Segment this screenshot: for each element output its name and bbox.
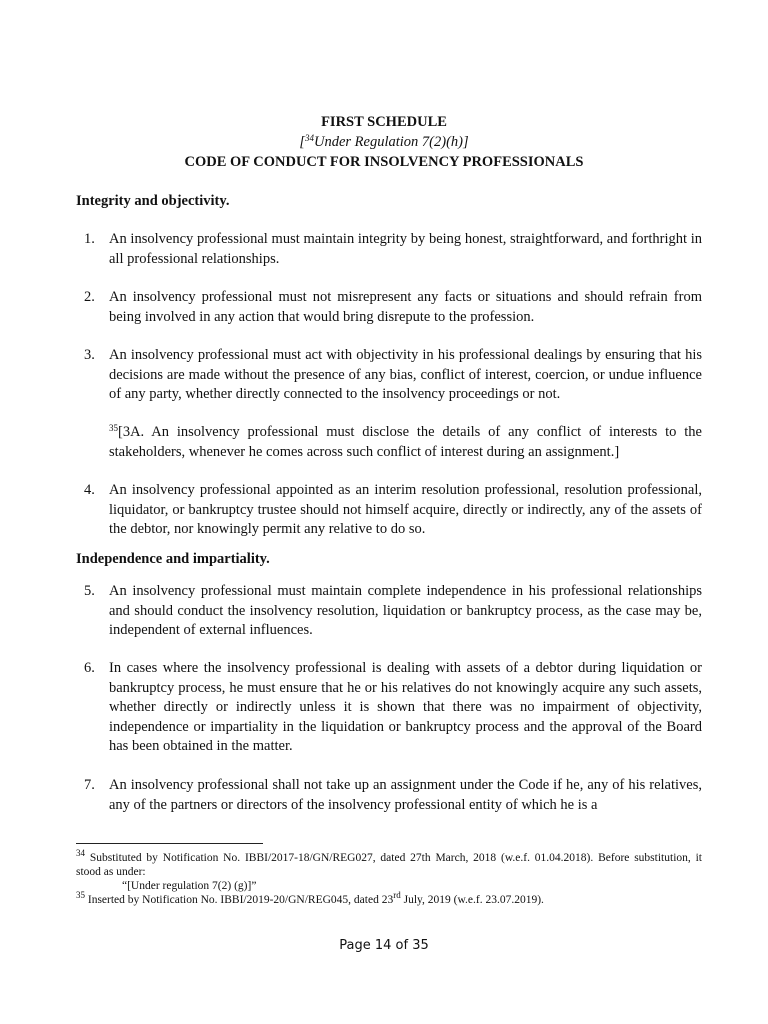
list-item (76, 288, 702, 327)
item-text: An insolvency professional must not misrepresent any facts or situations and should refrain from being involved in any action that would bring disrepute to the profession. (109, 289, 702, 325)
footnote-number: 34 (76, 848, 85, 858)
footnote-text: Inserted by Notification No. IBBI/2019-20/GN/REG045, dated 23 (85, 894, 394, 906)
list-item (76, 776, 702, 815)
list-item (76, 582, 702, 641)
regulation-prefix: [ (299, 134, 305, 150)
inserted-item-3a (109, 423, 702, 462)
item-number: 3. (84, 347, 95, 363)
inserted-item-text: [3A. An insolvency professional must disclose the details of any conflict of interests to the stakeholders, whenever he comes across such conflict of interest during an assignment.] (109, 424, 702, 460)
footnote-text: Substituted by Notification No. IBBI/2017-18/GN/REG027, dated 27th March, 2018 (w.e.f. 01.04.2018). Before substitution, it stood as under: (76, 852, 702, 878)
footnote-number: 35 (76, 890, 85, 900)
item-number: 7. (84, 777, 95, 793)
item-number: 6. (84, 660, 95, 676)
page-number: Page 14 of 35 (339, 938, 429, 953)
item-number: 4. (84, 482, 95, 498)
footnote-35 (76, 890, 702, 907)
ordinal-suffix: rd (393, 890, 401, 900)
regulation-text: Under Regulation 7(2)(h)] (314, 134, 469, 150)
item-number: 5. (84, 583, 95, 599)
list-item (76, 346, 702, 405)
code-title: CODE OF CONDUCT FOR INSOLVENCY PROFESSIONALS (184, 154, 584, 170)
footnote-34 (76, 848, 702, 879)
footnote-text-end: July, 2019 (w.e.f. 23.07.2019). (400, 894, 544, 906)
item-text: An insolvency professional shall not take up an assignment under the Code if he, any of his relatives, any of the partners or directors of the insolvency professional entity of which he is a (109, 777, 702, 813)
item-text: An insolvency professional must maintain integrity by being honest, straightforward, and forthright in all professional relationships. (109, 231, 702, 267)
item-text: An insolvency professional must maintain complete independence in his professional relationships and should conduct the insolvency resolution, liquidation or bankruptcy process, as the case may be, independent of external influences. (109, 583, 702, 638)
item-number: 1. (84, 231, 95, 247)
footnote-34-original-text: “[Under regulation 7(2) (g)]” (122, 880, 257, 892)
footnote-separator (76, 843, 263, 844)
item-text: An insolvency professional appointed as an interim resolution professional, resolution professional, liquidator, or bankruptcy trustee should not himself acquire, directly or indirectly, any of the assets of the debtor, nor knowingly permit any relative to do so. (109, 482, 702, 537)
schedule-title: FIRST SCHEDULE (321, 114, 447, 130)
section-heading-integrity: Integrity and objectivity. (76, 193, 230, 209)
list-item (76, 230, 702, 269)
section-heading-independence: Independence and impartiality. (76, 551, 270, 567)
item-text: In cases where the insolvency professional is dealing with assets of a debtor during liquidation or bankruptcy process, he must ensure that he or his relatives do not knowingly acquire any such assets, whether directly or indirectly unless it is shown that there was no impairment of objectivity, independence or impartiality in the liquidation or bankruptcy process and the approval of the Board has been obtained in the matter. (109, 660, 702, 754)
list-item (76, 659, 702, 757)
regulation-reference (0, 132, 768, 152)
footnote-ref-35[interactable]: 35 (109, 423, 118, 433)
footnote-ref-34[interactable]: 34 (305, 133, 314, 143)
list-item (76, 481, 702, 540)
item-number: 2. (84, 289, 95, 305)
item-text: An insolvency professional must act with objectivity in his professional dealings by ensuring that his decisions are made without the presence of any bias, conflict of interest, coercion, or undue influence of any party, whether directly connected to the insolvency proceedings or not. (109, 347, 702, 402)
